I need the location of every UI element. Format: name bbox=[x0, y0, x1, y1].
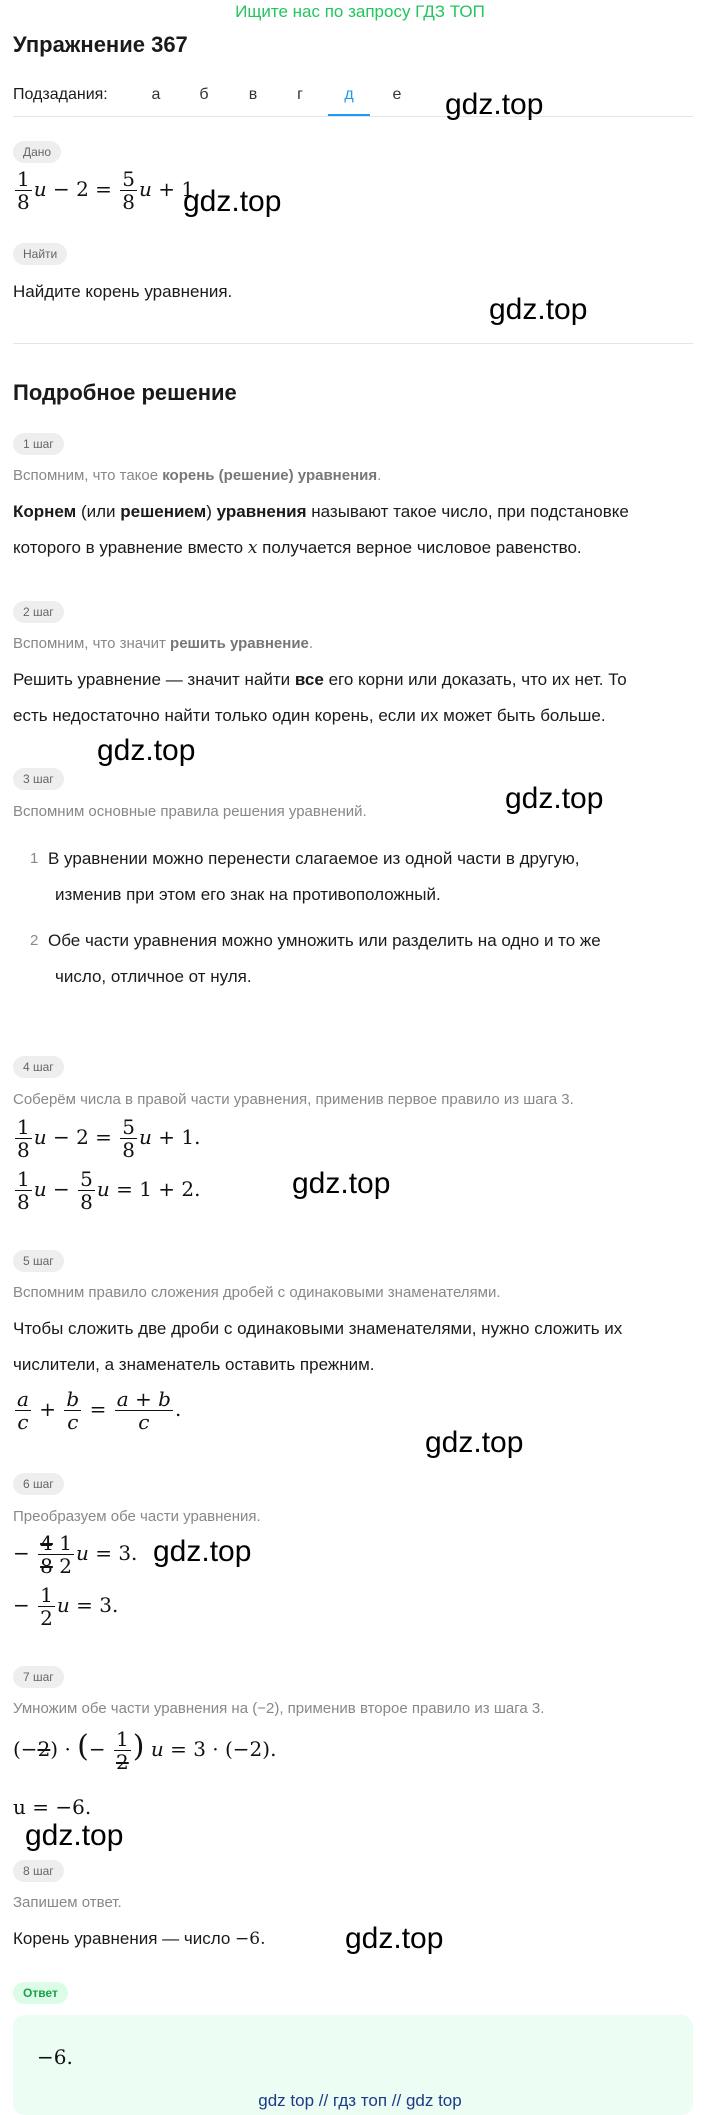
step-1-text-line-1: Корнем (или решением) уравнения называют такое число, при подстановке bbox=[13, 502, 629, 521]
watermark: gdz.top bbox=[97, 734, 196, 767]
rule-1-line-2: изменив при этом его знак на противоположный. bbox=[55, 885, 441, 904]
tab-subtask-g[interactable]: г bbox=[297, 86, 303, 103]
tab-subtask-b[interactable]: б bbox=[199, 86, 209, 103]
step-2-text-line-2: есть недостаточно найти только один корень, если их может быть больше. bbox=[13, 706, 606, 725]
step-8-pill: 8 шаг bbox=[13, 1860, 64, 1882]
watermark: gdz.top bbox=[153, 1535, 252, 1568]
watermark: gdz.top bbox=[445, 88, 544, 121]
footer-links[interactable]: gdz top // гдз топ // gdz top bbox=[258, 2091, 462, 2110]
subtasks-label: Подзадания: bbox=[13, 86, 108, 103]
top-banner[interactable]: Ищите нас по запросу ГДЗ ТОП bbox=[235, 2, 485, 21]
rule-1-line-1: В уравнении можно перенести слагаемое из одной части в другую, bbox=[48, 849, 580, 868]
watermark: gdz.top bbox=[183, 185, 282, 218]
step-1-hint: Вспомним, что такое корень (решение) уравнения. bbox=[13, 467, 382, 484]
step-1-text-line-2: которого в уравнение вместо x получается верное числовое равенство. bbox=[13, 538, 582, 558]
step-8-hint: Запишем ответ. bbox=[13, 1894, 122, 1911]
step-6-equation-1: − $\frac{4 1}{8 2}$ u = 3. bbox=[13, 1531, 138, 1578]
rule-2-line-2: число, отличное от нуля. bbox=[55, 967, 252, 986]
rule-1-number: 1 bbox=[30, 850, 39, 867]
watermark: gdz.top bbox=[292, 1167, 391, 1200]
watermark: gdz.top bbox=[505, 782, 604, 815]
step-7-result: u = −6. bbox=[13, 1795, 92, 1819]
step-4-equation-1: $\frac{1}{8}$ u − 2 = $\frac{5}{8}$ u + 1. bbox=[17, 1115, 201, 1162]
step-1-pill: 1 шаг bbox=[13, 433, 64, 455]
watermark: gdz.top bbox=[489, 293, 588, 326]
rule-2-line-1: Обе части уравнения можно умножить или разделить на одно и то же bbox=[48, 931, 601, 950]
tab-subtask-a[interactable]: а bbox=[151, 86, 161, 103]
step-7-hint: Умножим обе части уравнения на (−2), применив второе правило из шага 3. bbox=[13, 1700, 545, 1717]
given-pill: Дано bbox=[13, 141, 61, 163]
page-title: Упражнение 367 bbox=[13, 32, 188, 57]
tab-subtask-v[interactable]: в bbox=[248, 86, 258, 103]
fraction-addition-rule: $\frac{a}{c}$ + $\frac{b}{c}$ = $\frac{a + b}{c}$ . bbox=[17, 1387, 182, 1434]
rule-2-number: 2 bbox=[30, 932, 39, 949]
find-pill: Найти bbox=[13, 243, 67, 265]
find-text: Найдите корень уравнения. bbox=[13, 282, 233, 301]
given-equation: $\frac{1}{8}$ u − 2 = $\frac{5}{8}$ u + 1. bbox=[17, 167, 201, 214]
step-2-text-line-1: Решить уравнение — значит найти все его корни или доказать, что их нет. То bbox=[13, 670, 627, 689]
answer-pill: Ответ bbox=[13, 1982, 68, 2004]
step-7-pill: 7 шаг bbox=[13, 1666, 64, 1688]
step-3-pill: 3 шаг bbox=[13, 768, 64, 790]
step-7-equation: (−2) · (− $\frac{1}{2}$ ) u = 3 · (−2). bbox=[13, 1727, 277, 1774]
watermark: gdz.top bbox=[425, 1426, 524, 1459]
step-5-hint: Вспомним правило сложения дробей с одинаковыми знаменателями. bbox=[13, 1284, 501, 1301]
step-2-pill: 2 шаг bbox=[13, 601, 64, 623]
section-divider bbox=[13, 343, 693, 344]
tab-subtask-d[interactable]: д bbox=[344, 86, 354, 103]
watermark: gdz.top bbox=[345, 1922, 444, 1955]
step-5-text-line-2: числители, а знаменатель оставить прежним. bbox=[13, 1355, 375, 1374]
step-4-equation-2: $\frac{1}{8}$ u − $\frac{5}{8}$ u = 1 + 2. bbox=[17, 1167, 201, 1214]
answer-value: −6. bbox=[37, 2045, 73, 2069]
watermark: gdz.top bbox=[25, 1819, 124, 1852]
step-4-hint: Соберём числа в правой части уравнения, применив первое правило из шага 3. bbox=[13, 1091, 574, 1108]
step-3-hint: Вспомним основные правила решения уравнений. bbox=[13, 803, 367, 820]
tabs-divider bbox=[13, 116, 693, 117]
solution-title: Подробное решение bbox=[13, 380, 237, 405]
step-6-pill: 6 шаг bbox=[13, 1473, 64, 1495]
step-8-text: Корень уравнения — число −6. bbox=[13, 1929, 266, 1949]
step-4-pill: 4 шаг bbox=[13, 1056, 64, 1078]
tab-subtask-e[interactable]: е bbox=[392, 86, 402, 103]
step-6-equation-2: − $\frac{1}{2}$ u = 3. bbox=[13, 1583, 119, 1630]
step-5-pill: 5 шаг bbox=[13, 1250, 64, 1272]
step-2-hint: Вспомним, что значит решить уравнение. bbox=[13, 635, 314, 652]
step-6-hint: Преобразуем обе части уравнения. bbox=[13, 1508, 261, 1525]
step-5-text-line-1: Чтобы сложить две дроби с одинаковыми знаменателями, нужно сложить их bbox=[13, 1319, 623, 1338]
